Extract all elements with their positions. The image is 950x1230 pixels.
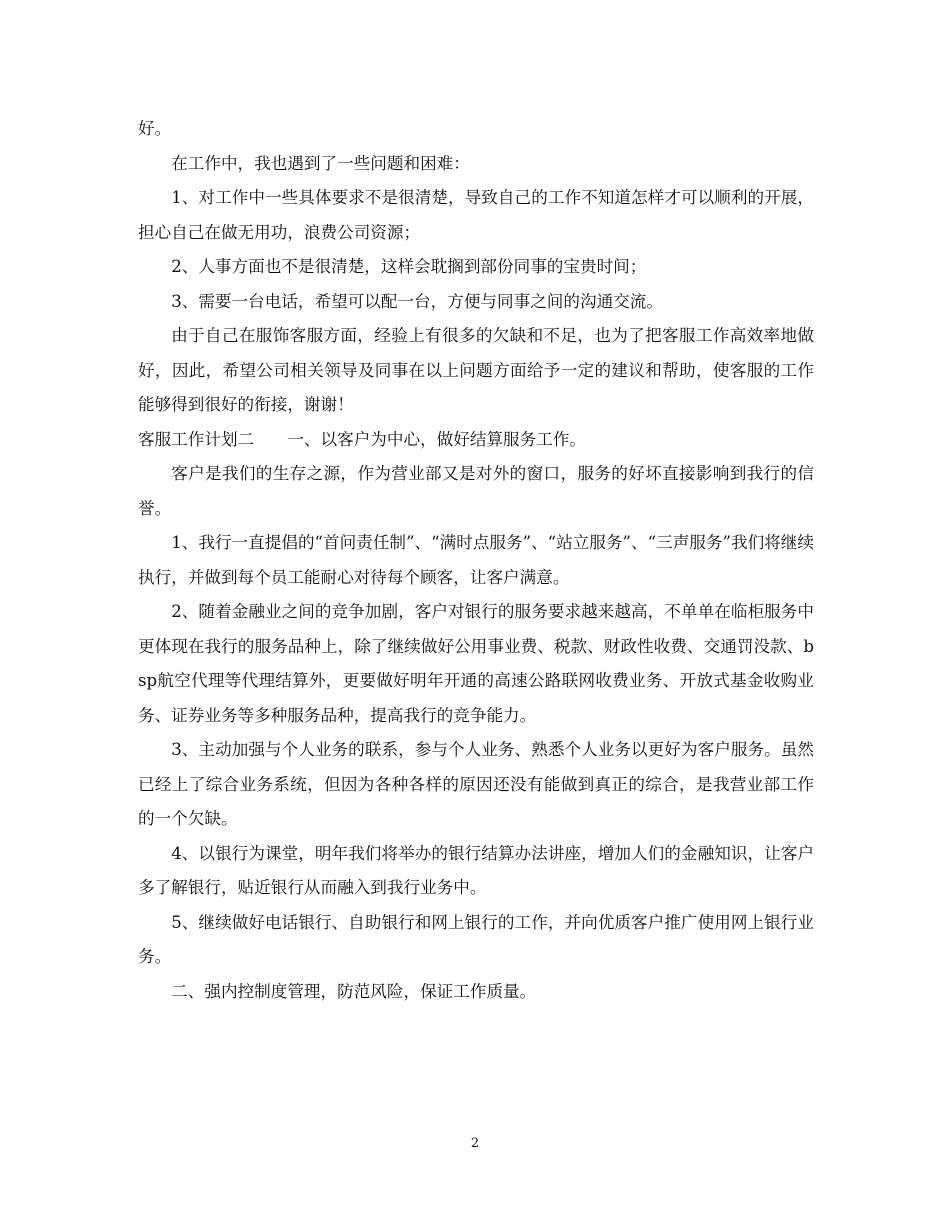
paragraph: 2、随着金融业之间的竞争加剧，客户对银行的服务要求越来越高，不单单在临柜服务中更体现在我行的服务品种上，除了继续做好公用事业费、税款、财政性收费、交通罚没款、bsp航空代理等代理结算外，更要做好明年开通的高速公路联网收费业务、开放式基金收购业务、证券业务等多种服务品种，提高我行的竞争能力。	[138, 602, 814, 725]
document-body	[138, 112, 814, 1009]
paragraph: 在工作中，我也遇到了一些问题和困难：	[171, 153, 470, 173]
paragraph: 由于自己在服饰客服方面，经验上有很多的欠缺和不足，也为了把客服工作高效率地做好，因此，希望公司相关领导及同事在以上问题方面给予一定的建议和帮助，使客服的工作能够得到很好的衔接，谢谢！	[138, 326, 814, 414]
paragraph: 4、以银行为课堂，明年我们将举办的银行结算办法讲座，增加人们的金融知识，让客户多了解银行，贴近银行从而融入到我行业务中。	[138, 843, 814, 897]
paragraph: 5、继续做好电话银行、自助银行和网上银行的工作，并向优质客户推广使用网上银行业务。	[138, 912, 814, 966]
paragraph: 2、人事方面也不是很清楚，这样会耽搁到部份同事的宝贵时间；	[171, 257, 647, 276]
paragraph: 客户是我们的生存之源，作为营业部又是对外的窗口，服务的好坏直接影响到我行的信誉。	[138, 464, 814, 518]
page-number: 2	[470, 1136, 480, 1151]
paragraph: 3、需要一台电话，希望可以配一台，方便与同事之间的沟通交流。	[171, 291, 663, 311]
paragraph: 好。	[138, 119, 172, 138]
paragraph: 1、对工作中一些具体要求不是很清楚，导致自己的工作不知道怎样才可以顺利的开展，担心自己在做无用功，浪费公司资源；	[138, 188, 814, 242]
paragraph: 二、强内控制度管理，防范风险，保证工作质量。	[171, 981, 537, 1001]
section-heading: 客服工作计划二 一、以客户为中心，做好结算服务工作。	[138, 429, 587, 449]
paragraph: 1、我行一直提倡的“首问责任制”、“满时点服务”、“站立服务”、“三声服务”我们将继续执行，并做到每个员工能耐心对待每个顾客，让客户满意。	[138, 533, 814, 587]
paragraph: 3、主动加强与个人业务的联系，参与个人业务、熟悉个人业务以更好为客户服务。虽然已经上了综合业务系统，但因为各种各样的原因还没有能做到真正的综合，是我营业部工作的一个欠缺。	[138, 740, 814, 828]
